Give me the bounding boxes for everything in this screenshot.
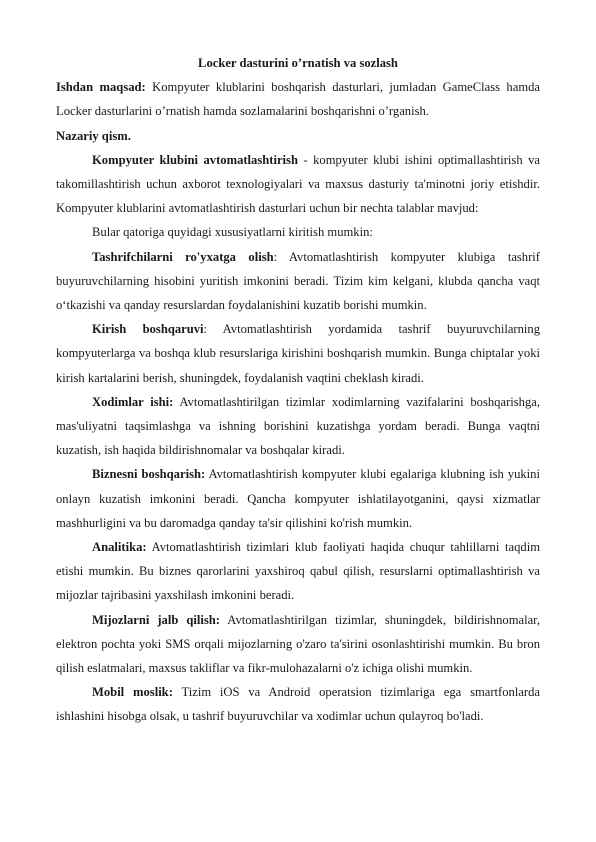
feature-paragraph-customer-engagement <box>56 608 540 681</box>
feature-paragraph-visitor-registration <box>56 245 540 318</box>
feature-text: : Avtomatlashtirish yordamida tashrif buyuruvchilarning kompyuterlarga va boshqa klub resurslariga kirishini boshqarish mumkin. Bunga chiptalar yoki kirish kartalarini berish, shuningdek, foydalanish vaqtini cheklash kiradi. <box>56 322 540 385</box>
feature-term: Mijozlarni jalb qilish: <box>92 612 220 627</box>
intro-term: Kompyuter klubini avtomatlashtirish <box>92 152 298 167</box>
feature-paragraph-staff-work <box>56 390 540 463</box>
feature-text: Avtomatlashtirilgan tizimlar, shuningdek, bildirishnomalar, elektron pochta yoki SMS orqali mijozlarning o'zaro ta'sirini osonlashtirishi mumkin. Bu bron qilish eslatmalari, maxsus takliflar va fikr-mulohazalarni o'z ichiga olishi mumkin. <box>56 612 541 676</box>
feature-text: Tizim iOS va Android operatsion tizimlariga ega smartfonlarda ishlashini hisobga olsak, u tashrif buyuruvchilar va xodimlar uchun qulayroq bo'ladi. <box>56 685 541 724</box>
feature-term: Analitika: <box>92 540 147 555</box>
document-title: Locker dasturini o’rnatish va sozlash <box>198 56 398 70</box>
feature-term: Xodimlar ishi: <box>92 394 174 409</box>
feature-text: Avtomatlashtirish kompyuter klubi egalariga klubning ish yukini onlayn kuzatish imkonini beradi. Qancha kompyuter ishlatilayotganini, qaysi xizmatlar mashhurligini va bu daromadga qanday ta'sir qilishini ko'rish mumkin. <box>56 467 540 530</box>
feature-term: Kirish boshqaruvi <box>92 322 204 337</box>
feature-paragraph-business-management <box>56 462 540 535</box>
feature-term: Biznesni boshqarish: <box>92 467 206 482</box>
intro-paragraph <box>56 148 540 221</box>
feature-paragraph-access-control <box>56 317 540 390</box>
goal-label: Ishdan maqsad: <box>56 80 146 95</box>
document-page <box>56 51 540 729</box>
goal-paragraph <box>56 75 540 123</box>
features-intro: Bular qatoriga quyidagi xususiyatlarni kiritish mumkin: <box>92 225 373 240</box>
feature-paragraph-mobile-compatibility <box>56 680 540 728</box>
feature-term: Mobil moslik: <box>92 685 173 700</box>
intro-text: - kompyuter klubi ishini optimallashtirish va takomillashtirish uchun axborot texnologiyalari va maxsus dasturiy ta'minotni joriy etishdir. Kompyuter klublarini avtomatlashtirish dasturlari uchun bir nechta talablar mavjud: <box>56 152 540 216</box>
feature-text: : Avtomatlashtirish kompyuter klubiga tashrif buyuruvchilarning hisobini yuritish imkonini beradi. Tizim kim kelgani, klubda qancha vaqt o‘tkazishi va qanday resurslardan foydalanishini kuzatib borishi mumkin. <box>56 249 540 313</box>
theory-heading: Nazariy qism. <box>56 128 131 143</box>
feature-text: Avtomatlashtirilgan tizimlar xodimlarning vazifalarini boshqarishga, mas'uliyatni taqsimlashga va ishning borishini kuzatishga yordam beradi. Bunga vaqtni kuzatish, ish haqida bildirishnomalar va boshqalar kiradi. <box>56 394 540 458</box>
goal-text: Kompyuter klublarini boshqarish dasturlari, jumladan GameClass hamda Locker dasturlarini o’rnatish hamda sozlamalarini boshqarishni o’rganish. <box>56 80 541 119</box>
feature-text: Avtomatlashtirish tizimlari klub faoliyati haqida chuqur tahlillarni taqdim etishi mumkin. Bu biznes qarorlarini yaxshiroq qabul qilish, resurslarni optimallashtirish va mijozlar tajribasini yaxshilash imkonini beradi. <box>56 540 540 603</box>
feature-paragraph-analytics <box>56 535 540 608</box>
feature-term: Tashrifchilarni ro'yxatga olish <box>92 249 274 264</box>
